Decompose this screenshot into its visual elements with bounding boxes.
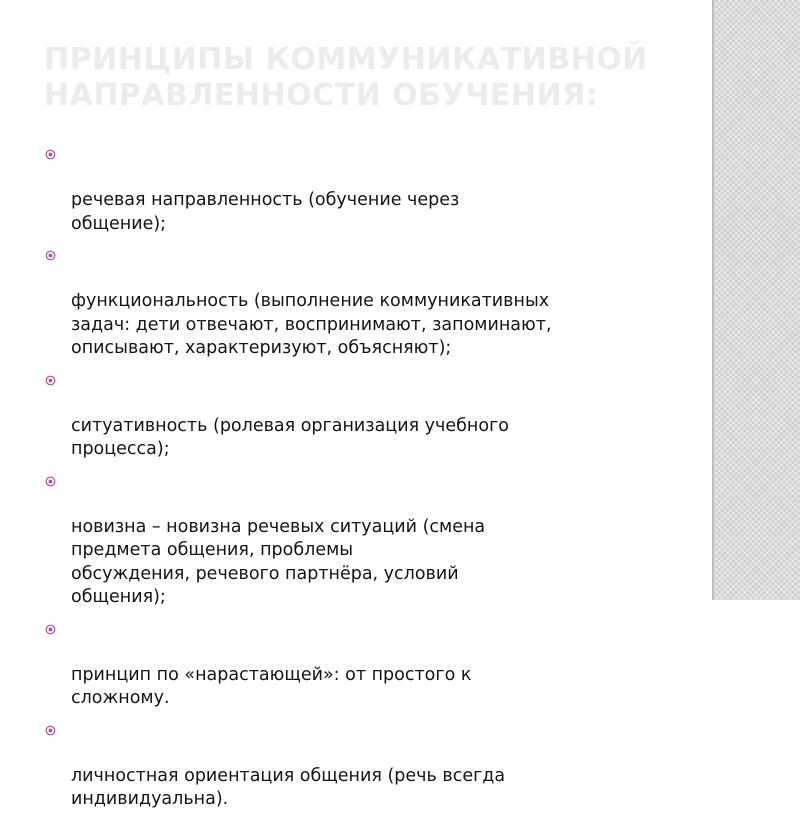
bullet-list	[44, 142, 664, 819]
bullet-item	[44, 368, 664, 462]
circle-dot-icon	[45, 624, 56, 635]
decorative-side-band	[712, 0, 800, 600]
bullet-text: ситуативность (ролевая организация учебного процесса);	[71, 415, 509, 459]
bullet-text: речевая направленность (обучение через общение);	[71, 190, 460, 234]
bullet-item	[44, 243, 664, 361]
bullet-text: личностная ориентация общения (речь всегда индивидуальна).	[71, 765, 506, 809]
bullet-text: функциональность (выполнение коммуникативных задач: дети отвечают, воспринимают, запоминают, описывают, характеризуют, объясняют);	[71, 291, 552, 358]
bullet-text: принцип по «нарастающей»: от простого к сложному.	[71, 664, 472, 708]
slide-title: ПРИНЦИПЫ КОММУНИКАТИВНОЙ НАПРАВЛЕННОСТИ ОБУЧЕНИЯ:	[44, 42, 648, 113]
bullet-text: новизна – новизна речевых ситуаций (смена предмета общения, проблемы обсуждения, речевого партнёра, условий общения);	[71, 516, 486, 607]
bullet-item	[44, 142, 664, 236]
circle-dot-icon	[45, 149, 56, 160]
bullet-item	[44, 718, 664, 812]
circle-dot-icon	[45, 375, 56, 386]
bullet-item	[44, 617, 664, 711]
circle-dot-icon	[45, 250, 56, 261]
circle-dot-icon	[45, 725, 56, 736]
circle-dot-icon	[45, 476, 56, 487]
bullet-item	[44, 469, 664, 610]
side-band-edge	[712, 0, 714, 600]
